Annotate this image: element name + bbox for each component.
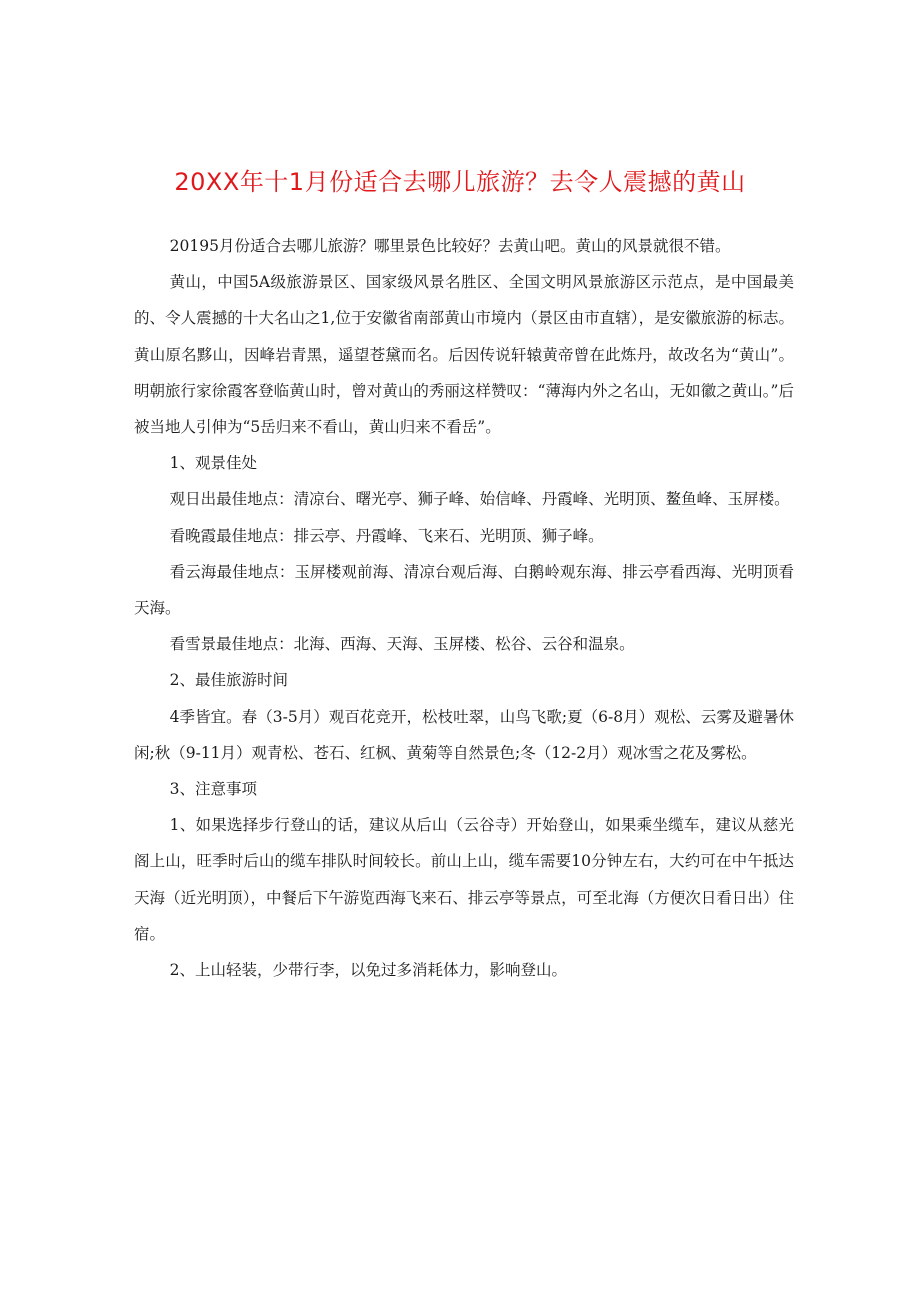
article-body: [134, 228, 794, 988]
section-heading-viewpoints: 1、观景佳处: [169, 454, 258, 473]
cloud-sea-spots-paragraph: 看云海最佳地点：玉屏楼观前海、清凉台观后海、白鹅岭观东海、排云亭看西海、光明顶看天海。: [134, 562, 794, 618]
snow-spots-paragraph: 看雪景最佳地点：北海、西海、天海、玉屏楼、松谷、云谷和温泉。: [169, 635, 635, 654]
note-1-paragraph: 1、如果选择步行登山的话，建议从后山（云谷寺）开始登山，如果乘坐缆车，建议从慈光阁上山，旺季时后山的缆车排队时间较长。前山上山，缆车需要10分钟左右，大约可在中午抵达天海（近光明顶），中餐后下午游览西海飞来石、排云亭等景点，可至北海（方便次日看日出）住宿。: [134, 816, 794, 943]
page-title: 20XX年十1月份适合去哪儿旅游？去令人震撼的黄山: [174, 168, 746, 196]
section-heading-notes: 3、注意事项: [169, 780, 258, 799]
seasons-paragraph: 4季皆宜。春（3-5月）观百花竞开，松枝吐翠，山鸟飞歌;夏（6-8月）观松、云雾及避暑休闲;秋（9-11月）观青松、苍石、红枫、黄菊等自然景色;冬（12-2月）观冰雪之花及雾松。: [134, 707, 794, 762]
sunset-spots-paragraph: 看晚霞最佳地点：排云亭、丹霞峰、飞来石、光明顶、狮子峰。: [169, 526, 604, 545]
section-heading-best-time: 2、最佳旅游时间: [169, 671, 289, 690]
note-2-paragraph: 2、上山轻装，少带行李，以免过多消耗体力，影响登山。: [169, 961, 568, 980]
huangshan-description-paragraph: 黄山，中国5A级旅游景区、国家级风景名胜区、全国文明风景旅游区示范点，是中国最美的、令人震撼的十大名山之1,位于安徽省南部黄山市境内（景区由市直辖），是安徽旅游的标志。黄山原名黟山，因峰岩青黑，遥望苍黛而名。后因传说轩辕黄帝曾在此炼丹，故改名为“黄山”。明朝旅行家徐霞客登临黄山时，曾对黄山的秀丽这样赞叹：“薄海内外之名山，无如徽之黄山。”后被当地人引伸为“5岳归来不看山，黄山归来不看岳”。: [134, 273, 794, 437]
sunrise-spots-paragraph: 观日出最佳地点：清凉台、曙光亭、狮子峰、始信峰、丹霞峰、光明顶、鳌鱼峰、玉屏楼。: [169, 490, 790, 509]
intro-paragraph: 20195月份适合去哪儿旅游？哪里景色比较好？去黄山吧。黄山的风景就很不错。: [169, 237, 731, 255]
